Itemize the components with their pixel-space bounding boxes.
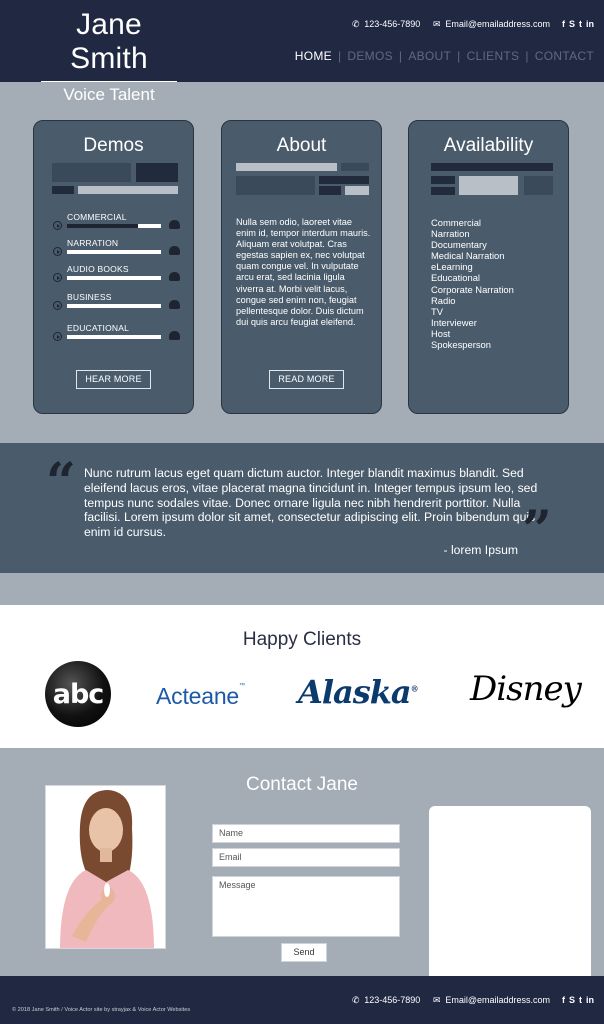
list-item: Medical Narration — [431, 250, 505, 262]
name-field[interactable]: Name — [212, 824, 400, 843]
testimonial-text: Nunc rutrum lacus eget quam dictum auctor. Integer blandit maximus blandit. Sed eleifend lacus eros, vitae placerat magna tincidunt in. Integer tempus ipsum leo, sed tempus nunc sodales vitae. Donec ornare ligula nec nibh hendrerit porttitor. Nulla facilisi. Lorem ipsum dolor sit amet, consectetur adipiscing elit. Proin bibendum quis enim id cursus. — [84, 466, 538, 540]
facebook-icon[interactable]: f — [561, 19, 565, 29]
quote-open-icon: “ — [46, 452, 76, 513]
header-phone[interactable]: 123-456-7890 — [364, 19, 421, 29]
placeholder-block — [78, 186, 178, 194]
phone-icon: ✆ — [351, 994, 360, 1005]
list-item: eLearning — [431, 261, 473, 273]
list-item: Host — [431, 327, 451, 339]
skype-icon[interactable]: S — [568, 995, 575, 1005]
nav-demos[interactable]: DEMOS — [347, 49, 393, 63]
header-email[interactable]: Email@emailaddress.com — [445, 19, 550, 29]
demo-track — [51, 323, 181, 343]
cloud-download-icon[interactable] — [169, 300, 180, 309]
placeholder-block — [431, 176, 455, 184]
clients-section — [0, 605, 604, 748]
hear-more-button[interactable]: HEAR MORE — [76, 370, 151, 389]
availability-list — [431, 217, 514, 350]
placeholder-block — [236, 163, 337, 171]
demos-card — [33, 120, 194, 414]
about-title: About — [276, 135, 327, 156]
about-card — [221, 120, 382, 414]
brand-name: Jane Smith — [70, 8, 148, 75]
placeholder-block — [52, 163, 131, 182]
email-icon: ✉ — [433, 994, 441, 1005]
disney-logo: Disney — [470, 669, 581, 709]
nav-home[interactable]: HOME — [294, 49, 332, 63]
cloud-download-icon[interactable] — [169, 331, 180, 340]
demo-track — [51, 292, 181, 312]
contact-title: Contact Jane — [246, 774, 358, 795]
about-text: Nulla sem odio, laoreet vitae enim id, tempor interdum mauris. Aliquam erat volutpat. Cras egestas sapien ex, nec volutpat quam congue vel. In vulputate arcu erat, sed lacinia ligula viverra at. Morbi velit lacus, congue sed enim non, feugiat pellentesque dolor. Duis dictum dui quis arcu feugiat eleifend. — [236, 217, 371, 327]
site-header — [0, 0, 604, 104]
footer-email[interactable]: Email@emailaddress.com — [445, 995, 550, 1005]
brand-subtitle: Voice Talent — [63, 85, 155, 104]
placeholder-block — [236, 176, 315, 195]
send-button[interactable]: Send — [281, 943, 327, 962]
placeholder-block — [136, 163, 178, 182]
copyright-text: © 2018 Jane Smith / Voice Actor site by strayjax & Voice Actor Websites — [12, 1007, 191, 1013]
cloud-download-icon[interactable] — [169, 220, 180, 229]
acteane-logo: Acteane™ — [156, 683, 245, 709]
abc-logo: abc — [45, 661, 111, 727]
placeholder-block — [341, 163, 369, 171]
testimonial-author: - lorem Ipsum — [443, 543, 518, 557]
facebook-icon[interactable]: f — [561, 995, 565, 1005]
brand-logo[interactable] — [34, 8, 184, 105]
track-progress[interactable] — [67, 304, 161, 308]
nav-clients[interactable]: CLIENTS — [466, 49, 520, 63]
footer-contact — [351, 995, 594, 1005]
twitter-icon[interactable]: t — [579, 19, 582, 29]
skype-icon[interactable]: S — [568, 19, 575, 29]
twitter-icon[interactable]: t — [579, 995, 582, 1005]
list-item: Corporate Narration — [431, 283, 514, 295]
list-item: Commercial — [431, 217, 482, 228]
availability-card — [408, 120, 569, 414]
placeholder-block — [431, 187, 455, 195]
play-icon[interactable] — [53, 273, 62, 282]
message-field[interactable]: Message — [212, 876, 400, 937]
placeholder-block — [319, 186, 341, 195]
email-field[interactable]: Email — [212, 848, 400, 867]
track-label: COMMERCIAL — [67, 212, 127, 222]
play-icon[interactable] — [53, 332, 62, 341]
track-progress[interactable] — [67, 224, 161, 228]
placeholder-block — [431, 163, 553, 171]
main-nav: HOME | DEMOS | ABOUT | CLIENTS | CONTACT — [294, 49, 594, 63]
list-item: TV — [431, 305, 443, 317]
nav-contact[interactable]: CONTACT — [534, 49, 594, 63]
track-label: EDUCATIONAL — [67, 323, 130, 333]
demo-track — [51, 238, 181, 258]
clients-title: Happy Clients — [242, 629, 362, 650]
track-progress[interactable] — [67, 276, 161, 280]
play-icon[interactable] — [53, 301, 62, 310]
list-item: Spokesperson — [431, 339, 491, 351]
placeholder-block — [52, 186, 74, 194]
list-item: Educational — [431, 272, 480, 284]
placeholder-block — [524, 176, 553, 195]
play-icon[interactable] — [53, 221, 62, 230]
list-item: Documentary — [431, 239, 487, 251]
placeholder-block — [345, 186, 369, 195]
track-label: NARRATION — [67, 238, 119, 248]
demo-track — [51, 212, 181, 232]
placeholder-block — [459, 176, 518, 195]
list-item: Radio — [431, 294, 456, 306]
email-icon: ✉ — [433, 18, 441, 29]
linkedin-icon[interactable]: in — [586, 19, 594, 29]
profile-photo — [45, 785, 166, 949]
cloud-download-icon[interactable] — [169, 246, 180, 255]
cloud-download-icon[interactable] — [169, 272, 180, 281]
footer-phone[interactable]: 123-456-7890 — [364, 995, 421, 1005]
track-progress[interactable] — [67, 335, 161, 339]
list-item: Interviewer — [431, 316, 477, 328]
demo-track — [51, 264, 181, 284]
phone-icon: ✆ — [351, 18, 360, 29]
placeholder-block — [319, 176, 369, 184]
list-item: Narration — [431, 228, 470, 240]
read-more-button[interactable]: READ MORE — [269, 370, 344, 389]
demos-title: Demos — [83, 135, 144, 156]
alaska-logo: Alaska® — [298, 673, 418, 711]
map-embed[interactable] — [429, 806, 591, 976]
track-label: BUSINESS — [67, 292, 112, 302]
quote-close-icon: ” — [522, 500, 552, 561]
nav-about[interactable]: ABOUT — [408, 49, 452, 63]
linkedin-icon[interactable]: in — [586, 995, 594, 1005]
testimonial-band — [0, 443, 604, 573]
track-label: AUDIO BOOKS — [67, 264, 129, 274]
brand-divider — [41, 81, 177, 82]
track-progress[interactable] — [67, 250, 161, 254]
header-contact — [351, 19, 594, 29]
availability-title: Availability — [443, 135, 534, 156]
play-icon[interactable] — [53, 247, 62, 256]
site-footer — [0, 976, 604, 1024]
